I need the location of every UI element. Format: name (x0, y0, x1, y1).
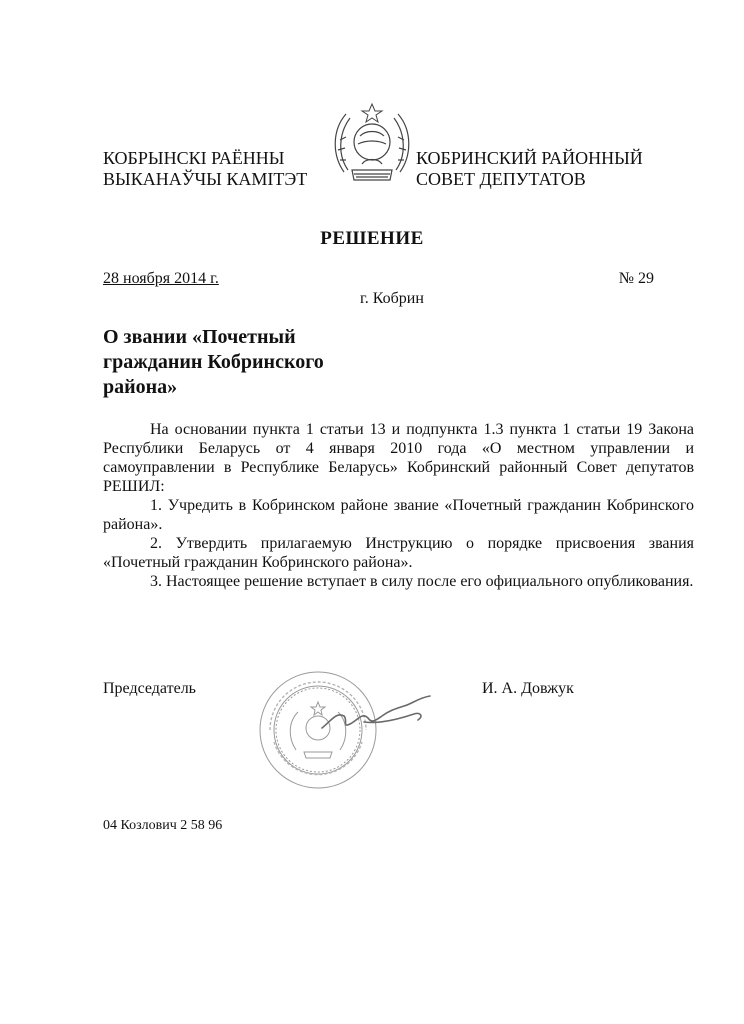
document-title: РЕШЕНИЕ (320, 228, 424, 249)
issuer-name-line1: КОБРИНСКИЙ РАЙОННЫЙ (416, 148, 643, 168)
issuer-name-russian (416, 148, 643, 190)
issuer-name-line1: КОБРЫНСКІ РАЁННЫ (103, 148, 285, 168)
issuer-name-belarusian (103, 148, 307, 190)
subject-line: района» (103, 376, 178, 398)
signatory-title: Председатель (103, 680, 196, 697)
issuer-name-line2: СОВЕТ ДЕПУТАТОВ (416, 169, 586, 189)
signatory-name: И. А. Довжук (482, 680, 574, 697)
handwritten-signature-icon (318, 690, 438, 740)
document-subject (103, 325, 393, 400)
issuer-name-line2: ВЫКАНАЎЧЫ КАМІТЭТ (103, 169, 308, 189)
decision-item-2: 2. Утвердить прилагаемую Инструкцию о порядке присвоения звания «Почетный гражданин Кобринского района». (103, 535, 694, 571)
document-date: 28 ноября 2014 г. (103, 270, 219, 287)
document-city: г. Кобрин (360, 290, 424, 307)
executor-contact: 04 Козлович 2 58 96 (103, 818, 223, 833)
decision-item-1: 1. Учредить в Кобринском районе звание «Почетный гражданин Кобринского района». (103, 497, 694, 533)
subject-line: О звании «Почетный (103, 326, 296, 348)
subject-line: гражданин Кобринского (103, 351, 324, 373)
document-number: № 29 (618, 270, 654, 287)
decision-item-3: 3. Настоящее решение вступает в силу после его официального опубликования. (150, 573, 694, 590)
belarus-coat-of-arms-icon (330, 100, 414, 190)
document-body (103, 420, 694, 591)
preamble-paragraph: На основании пункта 1 статьи 13 и подпункта 1.3 пункта 1 статьи 19 Закона Республики Беларусь от 4 января 2010 года «О местном управлении и самоуправлении в Республике Беларусь» Кобринский районный Совет депутатов РЕШИЛ: (103, 421, 694, 495)
